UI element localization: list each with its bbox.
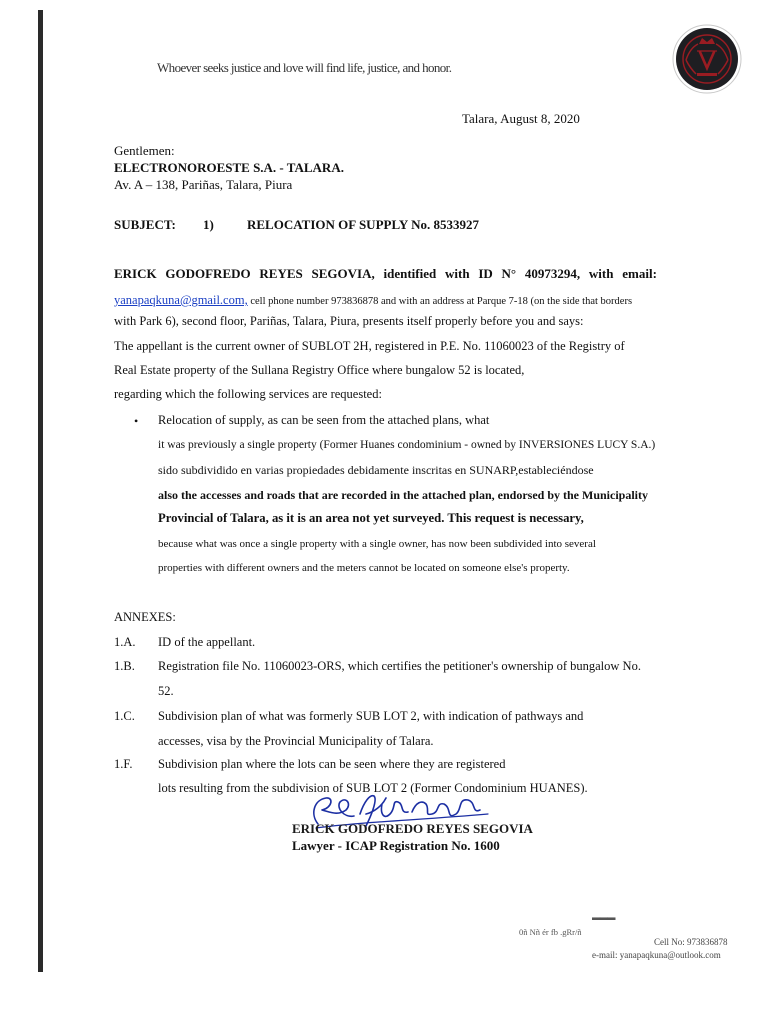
bullet-line-6: because what was once a single property with a single owner, has now been subdivided into several [158, 538, 596, 550]
intro-line-6: regarding which the following services are requested: [114, 387, 382, 401]
intro-word: GODOFREDO [165, 266, 251, 281]
subject-number: 1) [203, 217, 214, 232]
intro-word: with [445, 266, 470, 281]
signatory-title: Lawyer - ICAP Registration No. 1600 [292, 838, 500, 853]
annex-text: ID of the appellant. [158, 635, 256, 649]
letter-date: Talara, August 8, 2020 [462, 111, 580, 126]
subject-text: RELOCATION OF SUPPLY No. 8533927 [247, 217, 479, 232]
annex-text: accesses, visa by the Provincial Municipality of Talara. [158, 734, 434, 748]
intro-line-5: Real Estate property of the Sullana Registry Office where bungalow 52 is located, [114, 363, 525, 377]
intro-word: 40973294, [524, 266, 581, 281]
intro-line-2-text: cell phone number 973836878 and with an address at Parque 7-18 (on the side that borders [247, 296, 633, 307]
intro-line-2 [114, 291, 632, 309]
annex-number: 1.A. [114, 635, 136, 649]
annex-text: Registration file No. 11060023-ORS, which certifies the petitioner's ownership of bungalow No. [158, 659, 641, 673]
footer-cell: Cell No: 973836878 [654, 937, 728, 947]
law-firm-seal-logo [672, 24, 742, 94]
intro-word: with [588, 266, 614, 281]
annex-number: 1.C. [114, 709, 135, 723]
bullet-line-4: also the accesses and roads that are recorded in the attached plan, endorsed by the Municipality [158, 488, 649, 502]
annex-text: Subdivision plan of what was formerly SUB LOT 2, with indication of pathways and [158, 709, 584, 723]
bullet-line-5: Provincial of Talara, as it is an area not yet surveyed. This request is necessary, [158, 511, 584, 525]
intro-word: identified [383, 266, 437, 281]
intro-word: ERICK [114, 266, 157, 281]
annex-text: 52. [158, 684, 174, 698]
intro-word: email: [622, 266, 657, 281]
salutation: Gentlemen: [114, 143, 175, 158]
intro-word: REYES [259, 266, 303, 281]
addressee-address: Av. A – 138, Pariñas, Talara, Piura [114, 177, 293, 192]
annex-number: 1.F. [114, 757, 133, 771]
email-link[interactable]: yanapaqkuna@gmail.com, [114, 293, 248, 307]
intro-line-4: The appellant is the current owner of SUBLOT 2H, registered in P.E. No. 11060023 of the Registry of [114, 339, 625, 353]
footer-garbled-2: 0ñ Nñ ér fb .gRr/ñ [519, 927, 582, 937]
annex-text: Subdivision plan where the lots can be seen where they are registered [158, 757, 506, 771]
addressee-company: ELECTRONOROESTE S.A. - TALARA. [114, 160, 344, 175]
bullet-line-1: Relocation of supply, as can be seen from the attached plans, what [158, 413, 490, 427]
subject-label: SUBJECT: [114, 217, 176, 232]
bullet-line-7: properties with different owners and the meters cannot be located on someone else's property. [158, 562, 570, 574]
annex-text: lots resulting from the subdivision of SUB LOT 2 (Former Condominium HUANES). [158, 781, 588, 795]
signatory-name: ERICK GODOFREDO REYES SEGOVIA [292, 821, 533, 836]
footer-email: e-mail: yanapaqkuna@outlook.com [592, 950, 721, 960]
annexes-title: ANNEXES: [114, 610, 176, 624]
intro-line-1 [114, 266, 657, 282]
motto: Whoever seeks justice and love will find life, justice, and honor. [157, 60, 452, 75]
intro-word: SEGOVIA, [311, 266, 375, 281]
annex-number: 1.B. [114, 659, 135, 673]
bullet-line-2: it was previously a single property (Former Huanes condominium - owned by INVERSIONES LUCY S.A.) [158, 439, 656, 451]
intro-line-3: with Park 6), second floor, Pariñas, Talara, Piura, presents itself properly before you and says: [114, 314, 584, 328]
intro-word: N° [501, 266, 517, 281]
intro-word: ID [478, 266, 493, 281]
footer-garbled-1: ▬▬▬ [592, 912, 615, 922]
bullet-glyph: • [134, 414, 139, 428]
bullet-line-3: sido subdividido en varias propiedades debidamente inscritas en SUNARP,estableciéndose [158, 463, 594, 477]
left-margin-rule [38, 10, 43, 972]
